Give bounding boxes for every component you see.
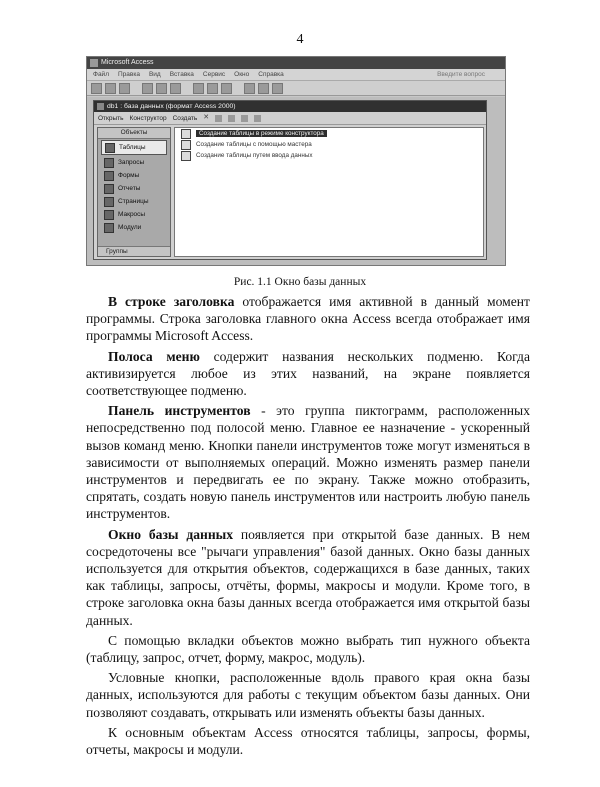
menu-tools[interactable]: Сервис (202, 71, 226, 78)
form-icon (104, 171, 114, 181)
sidebar-item-tables[interactable] (101, 140, 167, 155)
sidebar-item-modules[interactable] (98, 221, 170, 234)
groups-footer[interactable]: Группы (98, 246, 170, 256)
objects-sidebar (97, 127, 171, 257)
datasheet-icon (181, 151, 191, 161)
app-toolbar (87, 81, 505, 96)
menu-view[interactable]: Вид (148, 71, 161, 78)
app-workspace (87, 97, 505, 265)
page-icon (104, 197, 114, 207)
sidebar-item-label: Модули (118, 224, 142, 231)
large-icons-view-icon[interactable] (215, 115, 222, 122)
sidebar-item-macros[interactable] (98, 208, 170, 221)
menu-help[interactable]: Справка (258, 71, 284, 78)
sidebar-item-label: Формы (118, 172, 140, 179)
sidebar-item-label: Отчеты (118, 185, 141, 192)
page-number: 4 (296, 32, 304, 47)
menu-insert[interactable]: Вставка (169, 71, 194, 78)
paste-icon[interactable] (221, 83, 232, 94)
module-icon (104, 223, 114, 233)
paragraph-objects: К основным объектам Access относятся таблицы, запросы, формы, отчеты, макросы и модули. (86, 724, 530, 758)
delete-icon[interactable]: ✕ (203, 114, 210, 121)
table-icon (105, 143, 115, 153)
query-icon (104, 158, 114, 168)
report-icon (104, 184, 114, 194)
list-view-icon[interactable] (241, 115, 248, 122)
sidebar-item-reports[interactable] (98, 182, 170, 195)
sidebar-item-label: Таблицы (119, 144, 146, 151)
new-object-icon[interactable] (272, 83, 283, 94)
paragraph-menu-bar: Полоса меню содержит названия нескольких подменю. Когда активизируется любое из этих названий, на экране появляется соответствующее подменю. (86, 348, 530, 399)
sidebar-item-queries[interactable] (98, 156, 170, 169)
details-view-icon[interactable] (254, 115, 261, 122)
app-titlebar: Microsoft Access (87, 57, 505, 69)
design-table-icon (181, 129, 191, 139)
open-file-icon[interactable] (105, 83, 116, 94)
help-search-field[interactable]: Введите вопрос (437, 71, 485, 78)
undo-icon[interactable] (244, 83, 255, 94)
access-screenshot-figure (86, 56, 506, 266)
objects-header: Объекты (98, 128, 170, 139)
menu-file[interactable]: Файл (93, 71, 109, 78)
paragraph-toolbar: Панель инструментов - это группа пиктограмм, расположенных непосредственно под полосой меню. Главное ее назначение - ускоренный вызов команд меню. Кнопки панели инструментов тоже могут изменяться в зависимости от выполняемых операций. Можно изменять размер панели инструментов и передвигать ее по экрану. Также можно отобразить, спрятать, создать новую панель инструментов или настроить любую панель инструментов. (86, 403, 530, 522)
paragraph-buttons: Условные кнопки, расположенные вдоль правого края окна базы данных, используются для работы с текущим объектом базы данных. Они позволяют создавать, открывать или изменять объекты базы данных. (86, 670, 530, 720)
menu-window[interactable]: Окно (234, 71, 250, 78)
term: Окно базы данных (108, 526, 234, 542)
spell-check-icon[interactable] (170, 83, 181, 94)
create-button[interactable]: Создать (172, 114, 198, 122)
objects-list (174, 127, 484, 257)
small-icons-view-icon[interactable] (228, 115, 235, 122)
body-text (86, 293, 530, 761)
design-button[interactable]: Конструктор (129, 114, 167, 122)
menu-edit[interactable]: Правка (117, 71, 140, 78)
sidebar-item-pages[interactable] (98, 195, 170, 208)
database-window-toolbar (94, 112, 486, 125)
paragraph-object-tabs: С помощью вкладки объектов можно выбрать тип нужного объекта (таблицу, запрос, отчет, форму, макрос, модуль). (86, 632, 530, 666)
macro-icon (104, 210, 114, 220)
list-item[interactable]: Создание таблицы с помощью мастера (175, 139, 483, 150)
paragraph-database-window: Окно базы данных появляется при открытой базе данных. В нем сосредоточены все "рычаги управления" базой данных. Окно базы данных используется для открытия объектов, содержащихся в базе данных, таких как таблицы, запросы, отчёты, формы, макросы и модули. Кроме того, в строке заголовка окна базы данных всегда отображается имя открытой базы данных. (86, 526, 530, 628)
print-icon[interactable] (142, 83, 153, 94)
cut-icon[interactable] (193, 83, 204, 94)
term: Панель инструментов (108, 403, 251, 419)
preview-icon[interactable] (156, 83, 167, 94)
sidebar-item-label: Запросы (118, 159, 145, 166)
list-item[interactable]: Создание таблицы в режиме конструктора (175, 128, 483, 139)
open-button[interactable]: Открыть (98, 114, 124, 122)
database-window (93, 100, 487, 260)
app-menubar (87, 69, 505, 81)
list-item[interactable]: Создание таблицы путем ввода данных (175, 150, 483, 161)
new-file-icon[interactable] (91, 83, 102, 94)
database-window-titlebar: db1 : база данных (формат Access 2000) (94, 101, 486, 112)
relationships-icon[interactable] (258, 83, 269, 94)
figure-caption: Рис. 1.1 Окно базы данных (233, 276, 367, 288)
save-icon[interactable] (119, 83, 130, 94)
term: Полоса меню (108, 348, 200, 364)
sidebar-item-forms[interactable] (98, 169, 170, 182)
copy-icon[interactable] (207, 83, 218, 94)
wizard-icon (181, 140, 191, 150)
paragraph-title-bar: В строке заголовка отображается имя активной в данный момент программы. Строка заголовка главного окна Access всегда отображает имя программы Microsoft Access. (86, 294, 530, 344)
sidebar-item-label: Макросы (118, 211, 146, 218)
term: В строке заголовка (108, 294, 235, 309)
sidebar-item-label: Страницы (118, 198, 149, 205)
